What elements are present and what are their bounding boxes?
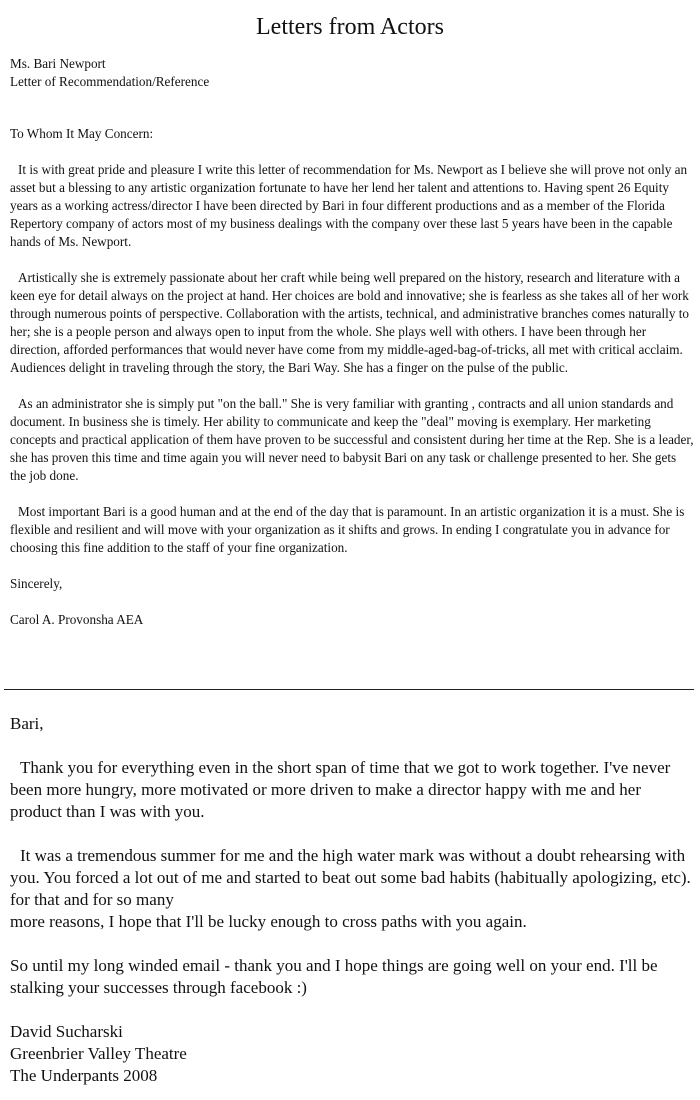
letter-signature: Carol A. Provonsha AEA <box>10 612 144 627</box>
paragraph-line: more reasons, I hope that I'll be lucky enough to cross paths with you again. <box>10 912 527 931</box>
letter-subject: Letter of Recommendation/Reference <box>10 74 210 89</box>
letter-paragraph: As an administrator she is simply put "on the ball." She is very familiar with granting , contracts and all union standards and document. In business she is timely. Her ability to communicate and keep the "deal" moving is exemplary. Her marketing concepts and practical application of them have proven to be successful and consistent during her time at the Rep. She is a leader, she has proven this time and time again you will never need to babysit Bari on any task or challenge presented to her. She gets the job done. <box>10 396 694 483</box>
signature-org: Greenbrier Valley Theatre <box>10 1044 187 1063</box>
page-title: Letters from Actors <box>256 14 444 40</box>
thank-you-letter <box>10 713 694 1087</box>
letter-paragraph: Most important Bari is a good human and at the end of the day that is paramount. In an artistic organization it is a must. She is flexible and resilient and will move with your organization as it shifts and grows. In ending I congratulate you in advance for choosing this fine addition to the staff of your fine organization. <box>10 504 685 555</box>
letter-salutation: To Whom It May Concern: <box>10 126 154 141</box>
letter-paragraph: Artistically she is extremely passionate about her craft while being well prepared on the history, research and literature with a keen eye for detail always on the project at hand. Her choices are bold and innovative; she is fearless as she takes all of her work through numerous points of perspective. Collaboration with the artists, technical, and administrative branches comes naturally to her; she is a people person and always open to input from the whole. She plays well with others. I have been through her direction, afforded performances that would never have come from my middle-aged-bag-of-tricks, all met with critical acclaim. Audiences delight in traveling through the story, the Bari Way. She has a finger on the pulse of the public. <box>10 270 689 375</box>
spacer <box>10 91 694 125</box>
paragraph-line: It was a tremendous summer for me and the high water mark was without a doubt rehearsing with you. You forced a lot out of me and started to beat out some bad habits (habitually apologizing, etc). for that and for so many <box>10 846 691 909</box>
letter-paragraph: It is with great pride and pleasure I write this letter of recommendation for Ms. Newport as I believe she will prove not only an asset but a blessing to any artistic organization fortunate to have her lend her talent and attentions to. Having spent 26 Equity years as a working actress/director I have been directed by Bari in four different productions and as a member of the Florida Repertory company of actors most of my business dealings with the company over these last 5 years have been in the capable hands of Ms. Newport. <box>10 162 688 249</box>
signature-show: The Underpants 2008 <box>10 1066 158 1085</box>
letter-paragraph <box>10 845 694 933</box>
recommendation-letter <box>10 55 694 629</box>
letter-greeting: Bari, <box>10 714 44 733</box>
signature-name: David Sucharski <box>10 1022 123 1041</box>
letter-paragraph: Thank you for everything even in the short span of time that we got to work together. I've never been more hungry, more motivated or more driven to make a director happy with me and her product than I was with you. <box>10 758 671 821</box>
section-divider <box>4 689 694 690</box>
letter-paragraph: So until my long winded email - thank you and I hope things are going well on your end. I'll be stalking your successes through facebook :) <box>10 956 658 997</box>
letter-closing: Sincerely, <box>10 576 63 591</box>
letter-recipient: Ms. Bari Newport <box>10 56 106 71</box>
